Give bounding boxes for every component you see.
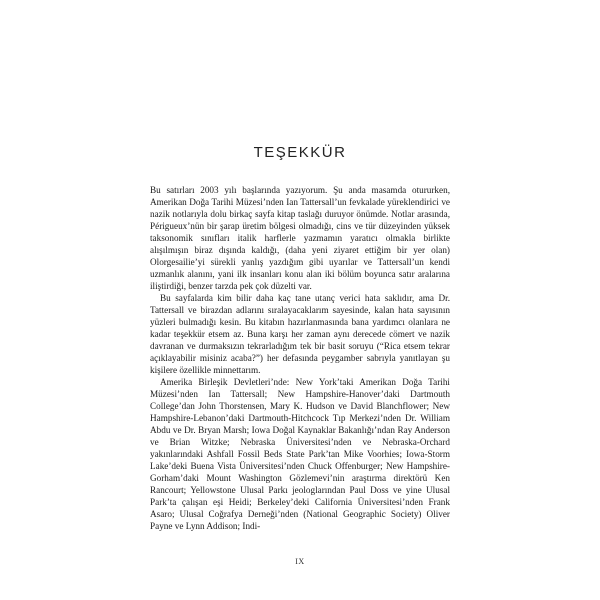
page-title: TEŞEKKÜR xyxy=(253,144,347,161)
paragraph-1: Bu satırları 2003 yılı başlarında yazıyorum. Şu anda masamda otururken, Amerikan Doğa Tarihi Müzesi’nden Ian Tattersall’un fevkalade yüreklendirici ve nazik notlarıyla dolu birkaç sayfa kitap taslağı duruyor önümde. Notlar arasında, Périgueux’nün bir şarap üretim bölgesi olmadığı, cins ve tür düzeyinden yüksek taksonomik sınıfları italik harflerle yazmamın yaratıcı olmakla birlikte alışılmışın biraz dışında kaldığı, (daha yeni ziyaret ettiğim bir yer olan) Olorgesailie’yi sürekli yanlış yazdığım gibi uyarılar ve Tattersall’un kendi uzmanlık alanını, yani ilk insanları konu alan iki bölüm boyunca satır aralarına iliştirdiği, benzer tarzda pek çok düzelti var. xyxy=(150,185,450,291)
body-text xyxy=(150,184,450,532)
paragraph-2: Bu sayfalarda kim bilir daha kaç tane utanç verici hata saklıdır, ama Dr. Tattersall ve birazdan adlarını sıralayacaklarım sayesinde, kalan hata sayısının yüzleri bulmadığı kesin. Bu kitabın hazırlanmasında bana yardımcı olanlara ne kadar teşekkür etsem az. Buna karşı her zaman aynı derecede cömert ve nazik davranan ve durmaksızın tekrarladığım tek bir basit soruyu (“Rica etsem tekrar açıklayabilir misiniz acaba?”) her defasında peygamber sabrıyla yanıtlayan şu kişilere özellikle minnettarım. xyxy=(150,293,450,375)
page-number: IX xyxy=(295,557,305,566)
paragraph-3: Amerika Birleşik Devletleri’nde: New York’taki Amerikan Doğa Tarihi Müzesi’nden Ian Tattersall; New Hampshire-Hanover’daki Dartmouth College’dan John Thorstensen, Mary K. Hudson ve David Blanchflower; New Hampshire-Lebanon’daki Dartmouth-Hitchcock Tıp Merkezi’nden Dr. William Abdu ve Dr. Bryan Marsh; Iowa Doğal Kaynaklar Bakanlığı’ndan Ray Anderson ve Brian Witzke; Nebraska Üniversitesi’nden ve Nebraska-Orchard yakınlarındaki Ashfall Fossil Beds State Park’tan Mike Voorhies; Iowa-Storm Lake’deki Buena Vista Üniversitesi’nden Chuck Offenburger; New Hampshire-Gorham’daki Mount Washington Gözlemevi’nin araştırma direktörü Ken Rancourt; Yellowstone Ulusal Parkı jeologlarından Paul Doss ve yine Ulusal Park’ta çalışan eşi Heidi; Berkeley’deki California Üniversitesi’nden Frank Asaro; Ulusal Coğrafya Derneği’nden (National Geographic Society) Oliver Payne ve Lynn Addison; Indi- xyxy=(150,377,450,531)
